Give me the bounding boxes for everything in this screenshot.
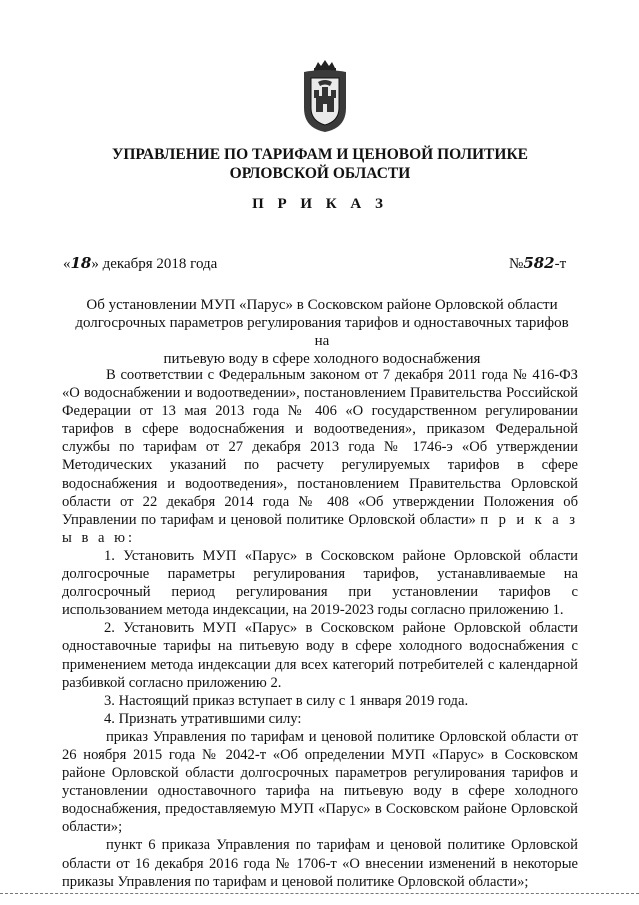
authority-name-line1: УПРАВЛЕНИЕ ПО ТАРИФАМ И ЦЕНОВОЙ ПОЛИТИКЕ (111, 146, 529, 163)
coat-of-arms-emblem (300, 58, 350, 134)
document-title: П Р И К А З (252, 196, 388, 212)
item-4: 4. Признать утратившими силу: (104, 710, 302, 727)
authority-name-line2: ОРЛОВСКОЙ ОБЛАСТИ (229, 165, 411, 182)
subject-line1: Об установлении МУП «Парус» в Сосковском районе Орловской области (86, 297, 558, 313)
number-suffix: -т (554, 256, 567, 272)
handwritten-day: 18 (70, 254, 92, 272)
page-bottom-divider (0, 893, 639, 894)
date-open-quote: « (63, 256, 71, 272)
subject-line3: питьевую воду в сфере холодного водоснабжения (163, 351, 481, 367)
item-4-subitem-a: приказ Управления по тарифам и ценовой политике Орловской области от 26 ноября 2015 года № 2042-т «Об определении МУП «Парус» в Сосковском районе Орловской области долгосрочных параметров регулирования тарифов и установлении одноставочного тарифа на питьевую воду в сфере холодного водоснабжения, предоставляемую МУП «Парус» в Сосковском районе Орловской области»; (62, 728, 578, 836)
item-2: 2. Установить МУП «Парус» в Сосковском районе Орловской области одноставочные тарифы на питьевую воду в сфере холодного водоснабжения с применением метода индексации для всех категорий потребителей с календарной разбивкой согласно приложению 2. (62, 620, 578, 691)
item-4-subitem-b: пункт 6 приказа Управления по тарифам и ценовой политике Орловской области от 16 декабря 2016 года № 1706-т «О внесении изменений в некоторые приказы Управления по тарифам и ценовой политике Орловской области»; (62, 837, 578, 890)
order-word: п р и к а з ы в а ю: (62, 511, 578, 546)
number-prefix: № (509, 256, 524, 272)
preamble-paragraph (62, 366, 578, 547)
document-body (62, 366, 578, 891)
item-1: 1. Установить МУП «Парус» в Сосковском районе Орловской области долгосрочные параметры регулирования тарифов, устанавливаемые на долгосрочный период регулирования при установлении тарифов с использованием метода индексации, на 2019-2023 годы согласно приложению 1. (62, 547, 578, 619)
item-3: 3. Настоящий приказ вступает в силу с 1 января 2019 года. (104, 692, 469, 709)
preamble-text: В соответствии с Федеральным законом от 7 декабря 2011 года № 416-ФЗ «О водоснабжении и водоотведении», постановлением Правительства Российской Федерации от 13 мая 2013 года № 406 «О государственном регулировании тарифов в сфере водоснабжения и водоотведения», приказом Федеральной службы по тарифам от 27 декабря 2013 года № 1746-э «Об утверждении Методических указаний по расчету регулируемых тарифов в сфере водоснабжения и водоотведения», постановлением Правительства Орловской области от 22 декабря 2014 года № 408 «Об утверждении Положения об Управлении по тарифам и ценовой политике Орловской области» (62, 367, 578, 528)
date-rest: » декабря 2018 года (91, 256, 218, 272)
document-date (63, 254, 217, 273)
document-subject (70, 296, 574, 368)
subject-line2: долгосрочных параметров регулирования тарифов и одноставочных тарифов на (75, 315, 569, 349)
handwritten-number: 582 (523, 254, 555, 272)
document-number (509, 254, 566, 273)
authority-header (60, 145, 580, 183)
